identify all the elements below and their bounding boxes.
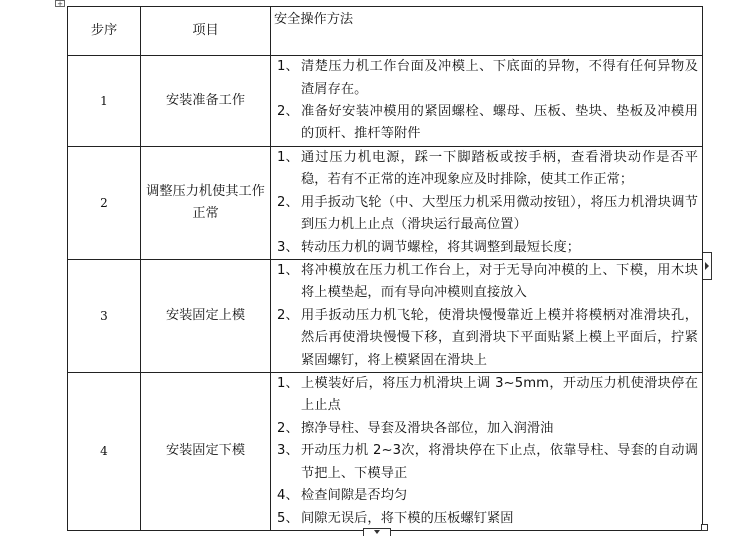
method-cell [271,373,703,531]
step-number: 3 [68,260,141,373]
method-item [277,192,698,237]
method-item [277,260,698,305]
method-item [277,485,698,507]
method-item [277,440,698,485]
method-number: 3、 [277,239,299,255]
method-text: 间隙无误后，将下模的压板螺钉紧固 [301,510,514,526]
table-row [68,147,703,260]
table-header-row [68,7,703,56]
item-name: 安装准备工作 [141,56,271,147]
procedure-table [67,6,703,531]
header-step: 步序 [68,7,141,56]
method-cell [271,147,703,260]
header-method: 安全操作方法 [271,7,703,56]
method-item [277,237,698,259]
method-text: 将冲模放在压力机工作台上，对于无导向冲模的上、下模，用木块将上模垫起，而有导向冲模则直接放入 [301,263,698,301]
method-text: 擦净导柱、导套及滑块各部位，加入润滑油 [301,420,554,436]
method-cell [271,260,703,373]
item-name: 安装固定上模 [141,260,271,373]
method-number: 1、 [277,150,299,165]
row-resize-handle[interactable] [703,252,712,280]
method-list [277,56,698,146]
method-item [277,373,698,418]
table-row [68,373,703,531]
method-text: 通过压力机电源，踩一下脚踏板或按手柄，查看滑块动作是否平稳，若有不正常的连冲现象应及时排除，使其工作正常； [301,150,698,188]
method-number: 1、 [277,263,299,279]
step-number: 4 [68,373,141,531]
method-text: 开动压力机 2~3次，将滑块停在下止点，依靠导柱、导套的自动调节把上、下模导正 [301,443,698,481]
method-text: 清楚压力机工作台面及冲模上、下底面的异物，不得有任何异物及渣屑存在。 [301,59,698,97]
method-number: 2、 [277,420,299,436]
step-number: 1 [68,56,141,147]
method-list [277,147,698,259]
method-list [277,260,698,372]
item-name: 安装固定下模 [141,373,271,531]
method-text: 检查间隙是否均匀 [301,488,408,504]
method-text: 准备好安装冲模用的紧固螺栓、螺母、压板、垫块、垫板及冲模用的顶杆、推杆等附件 [301,104,698,142]
header-item: 项目 [141,7,271,56]
method-text: 用手扳动压力机飞轮，使滑块慢慢靠近上模并将模柄对准滑块孔，然后再使滑块慢慢下移，直到滑块下平面贴紧上模上平面后，拧紧紧固螺钉，将上模紧固在滑块上 [301,307,698,368]
step-number: 2 [68,147,141,260]
method-item [277,56,698,101]
method-text: 上模装好后，将压力机滑块上调 3~5mm，开动压力机使滑块停在上止点 [301,376,698,414]
method-text: 转动压力机的调节螺栓，将其调整到最短长度； [301,239,581,255]
method-text: 用手扳动飞轮（中、大型压力机采用微动按钮），将压力机滑块调节到压力机上止点（滑块运行最高位置） [301,194,698,233]
safety-procedure-table [67,6,702,531]
method-item [277,101,698,146]
method-number: 2、 [277,194,299,210]
method-number: 4、 [277,488,299,504]
table-row [68,260,703,373]
table-resize-corner-handle[interactable] [701,524,708,531]
method-item [277,508,698,530]
method-item [277,418,698,440]
method-list [277,373,698,530]
table-row [68,56,703,147]
method-item [277,147,698,192]
table-bottom-handle[interactable] [363,528,391,536]
method-number: 2、 [277,104,299,119]
method-number: 3、 [277,443,299,459]
method-number: 5、 [277,510,299,526]
method-number: 1、 [277,59,299,75]
method-item [277,305,698,372]
table-move-handle[interactable]: + [55,0,65,7]
method-cell [271,56,703,147]
method-number: 2、 [277,307,299,323]
method-number: 1、 [277,376,299,392]
item-name: 调整压力机使其工作正常 [141,147,271,260]
